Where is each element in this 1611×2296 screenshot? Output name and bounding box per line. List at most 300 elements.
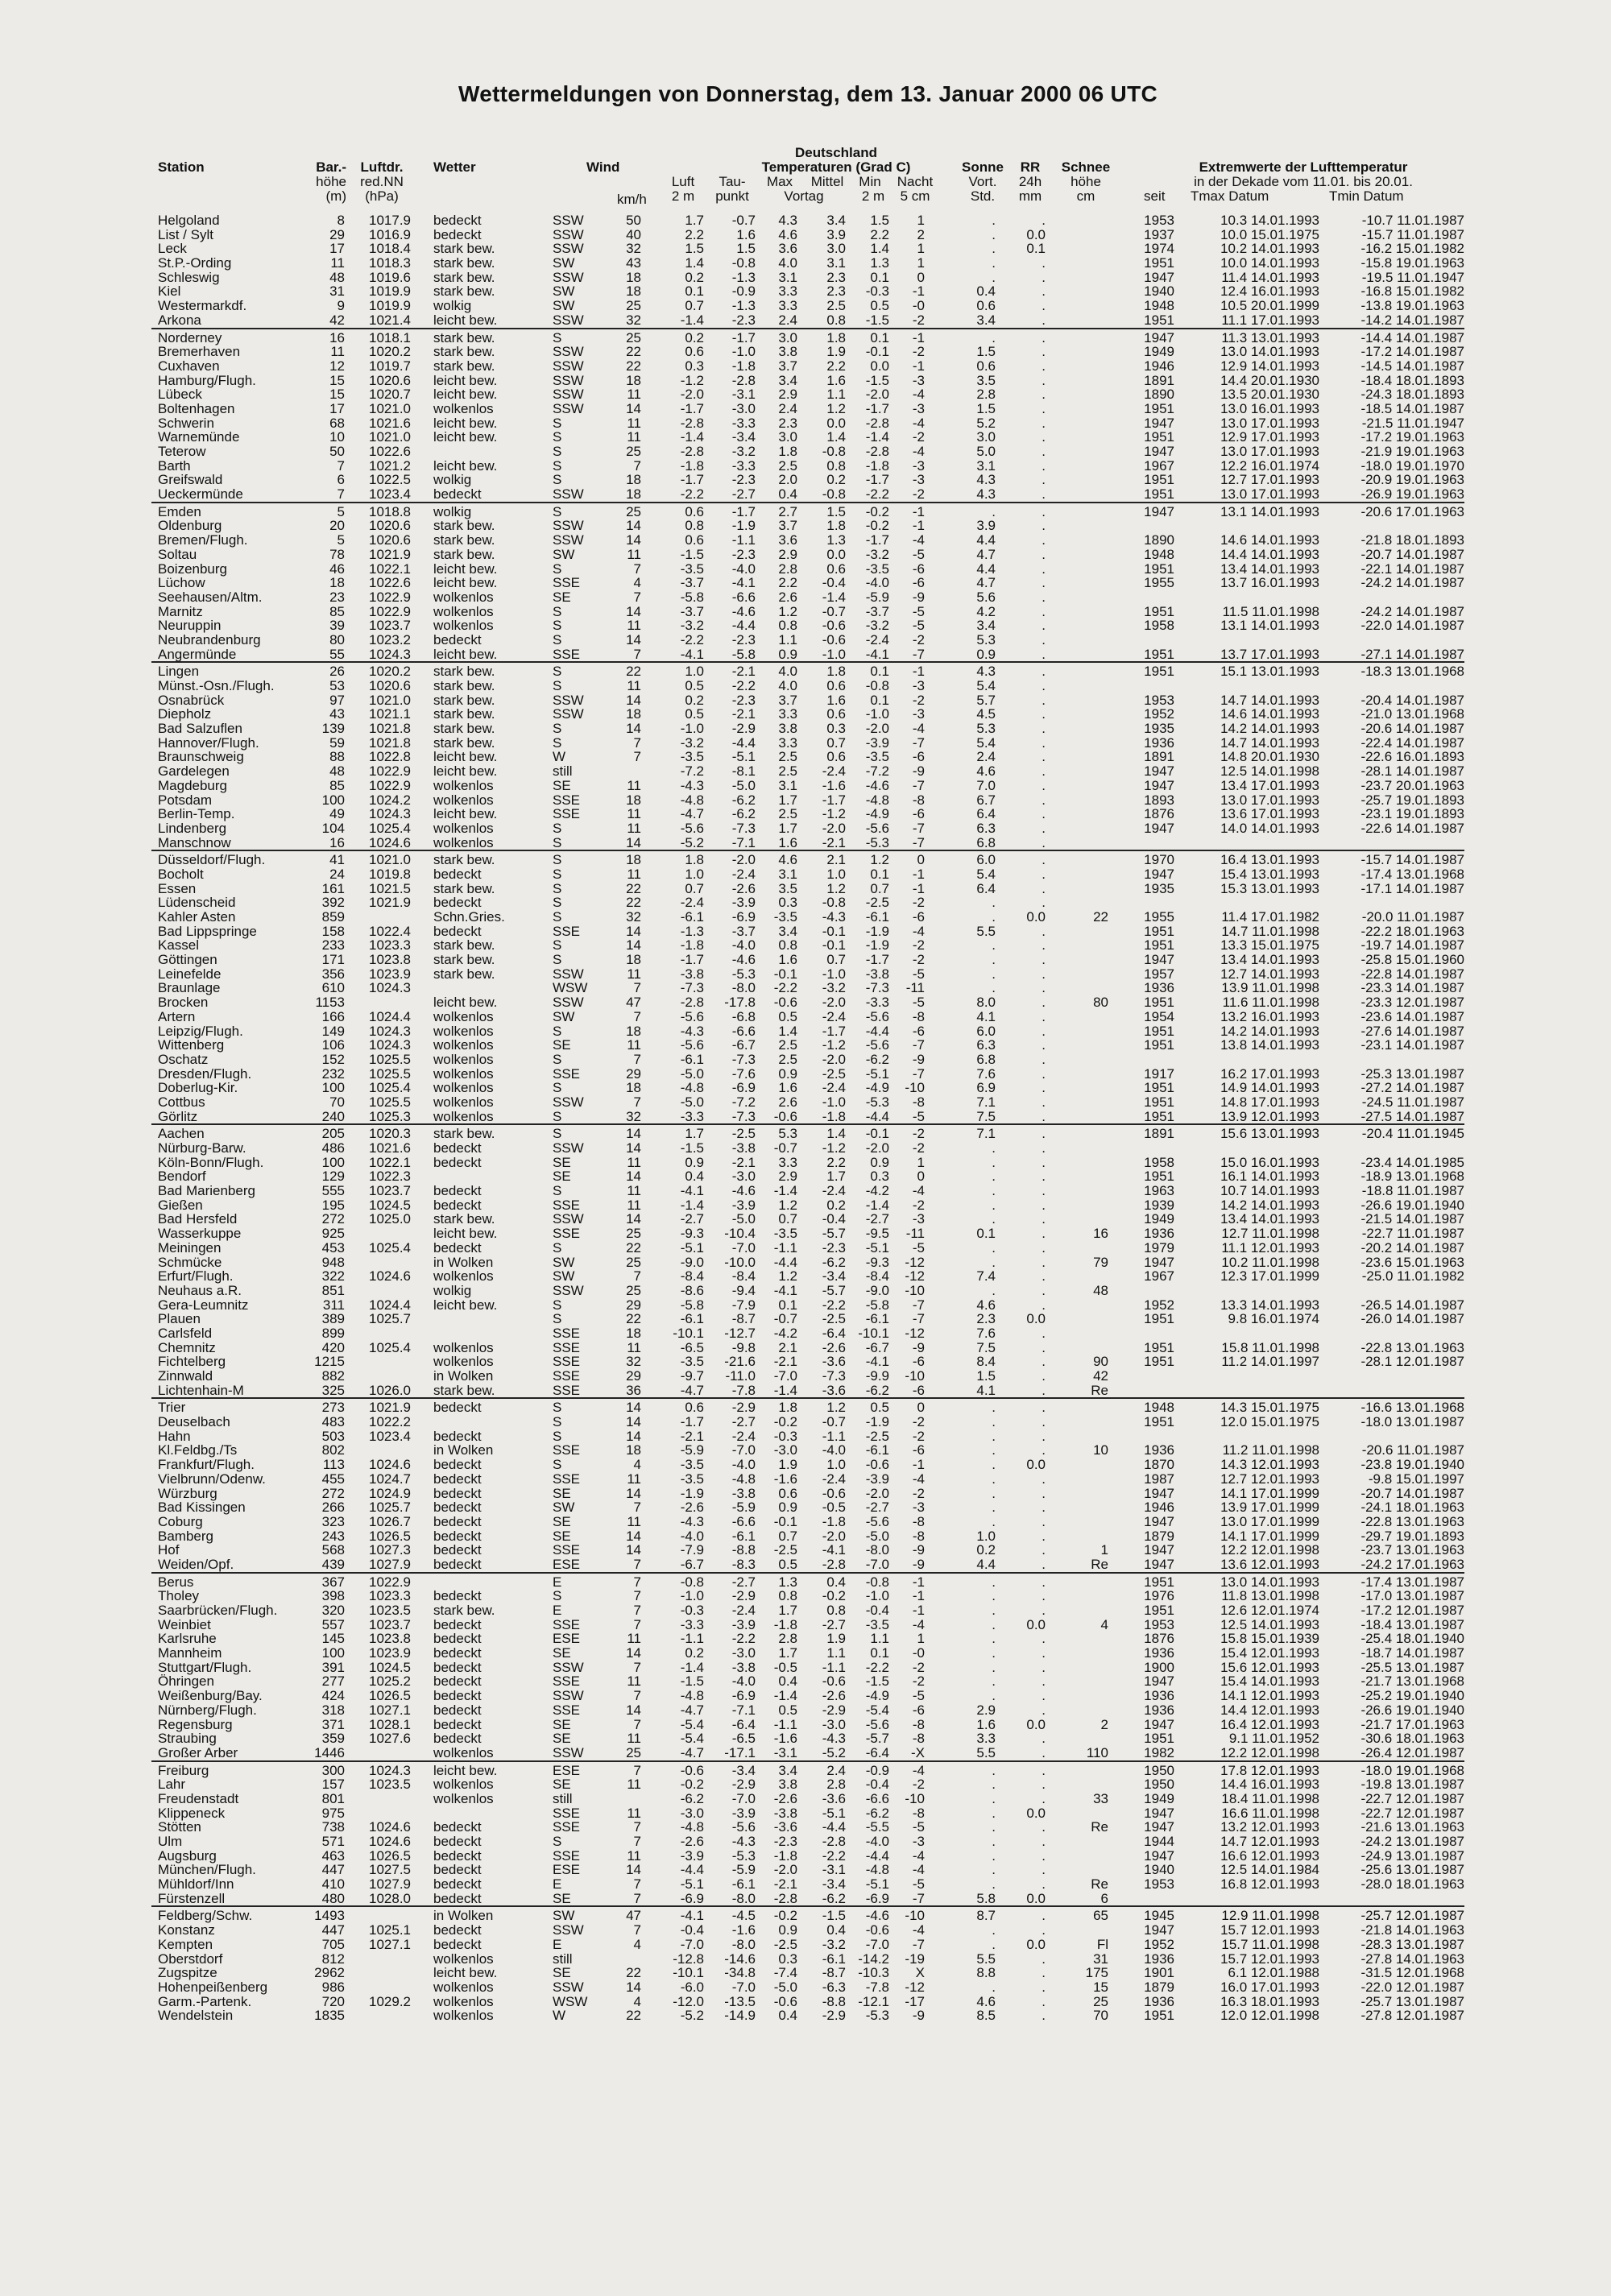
- cell-sunshine: .: [992, 1979, 996, 1995]
- cell-wind-speed: 25: [626, 1282, 641, 1298]
- table-row: [151, 1952, 1464, 1967]
- cell-temp-min: -5.7: [865, 1731, 889, 1747]
- cell-temp-max: 2.2: [778, 575, 797, 591]
- cell-temp-mean: 1.5: [826, 503, 846, 519]
- cell-wind-direction: E: [553, 1603, 562, 1618]
- cell-wind-speed: 14: [626, 1211, 641, 1227]
- table-row: [151, 1110, 1464, 1124]
- cell-ground-min: -4: [912, 1847, 925, 1864]
- cell-wind-direction: S: [553, 1311, 562, 1327]
- cell-temp-min: -4.6: [865, 1908, 889, 1924]
- cell-wind-direction: SW: [553, 1008, 575, 1024]
- cell-tmin-date: -26.0 14.01.1987: [1360, 1311, 1464, 1327]
- cell-dewpoint: -2.3: [731, 692, 756, 708]
- cell-temp-min: -4.4: [865, 1108, 889, 1124]
- table-header: [151, 107, 1464, 212]
- cell-ground-min: -7: [912, 1065, 925, 1082]
- cell-dewpoint: -2.3: [731, 546, 756, 562]
- cell-tmax-date: 13.0 17.01.1993: [1220, 415, 1319, 431]
- cell-temp-mean: -2.8: [822, 1834, 846, 1849]
- cell-dewpoint: -3.8: [731, 1140, 756, 1156]
- cell-sunshine: 4.6: [976, 1993, 996, 2009]
- cell-wind-speed: 25: [626, 1226, 641, 1242]
- cell-since-year: 1952: [1144, 1936, 1174, 1952]
- cell-precipitation: .: [1042, 763, 1046, 780]
- cell-tmin-date: -23.6 14.01.1987: [1360, 1008, 1464, 1024]
- cell-since-year: 1951: [1144, 1603, 1174, 1618]
- cell-temp-max: 2.7: [778, 503, 797, 519]
- cell-since-year: 1947: [1144, 820, 1174, 836]
- cell-precipitation: .: [1042, 1993, 1046, 2009]
- cell-dewpoint: -1.9: [731, 518, 756, 534]
- cell-sunshine: 2.3: [976, 1311, 996, 1327]
- cell-weather: wolkenlos: [433, 834, 494, 850]
- cell-weather: stark bew.: [433, 532, 495, 548]
- cell-weather: stark bew.: [433, 966, 495, 982]
- cell-temp-mean: 0.8: [826, 457, 846, 474]
- cell-air-temp: 0.5: [685, 706, 704, 722]
- cell-ground-min: -3: [912, 457, 925, 474]
- cell-baro-height: 463: [321, 1847, 345, 1864]
- cell-temp-mean: 0.6: [826, 749, 846, 765]
- cell-temp-max: -2.5: [773, 1936, 797, 1952]
- table-row: [151, 1849, 1464, 1864]
- cell-temp-mean: -0.4: [822, 575, 846, 591]
- cell-station: Erfurt/Flugh.: [158, 1268, 234, 1285]
- header-schnee-c: cm: [1076, 188, 1095, 204]
- cell-tmax-date: 17.8 12.01.1993: [1220, 1762, 1319, 1778]
- cell-tmax-date: 11.1 17.01.1993: [1221, 312, 1319, 328]
- cell-precipitation: .: [1042, 646, 1046, 662]
- cell-pressure: 1024.3: [369, 806, 411, 822]
- cell-wind-speed: 18: [626, 283, 641, 300]
- cell-wind-speed: 14: [626, 1400, 641, 1416]
- cell-precipitation: 0.0: [1026, 1311, 1046, 1327]
- cell-ground-min: -12: [905, 1979, 925, 1995]
- cell-temp-mean: 1.1: [826, 387, 846, 403]
- cell-since-year: 1958: [1144, 618, 1174, 634]
- cell-tmax-date: 11.5 11.01.1998: [1222, 603, 1319, 619]
- cell-pressure: 1024.3: [369, 1037, 411, 1053]
- cell-tmax-date: 13.4 14.01.1993: [1220, 952, 1319, 968]
- cell-tmin-date: -21.7 13.01.1968: [1360, 1673, 1464, 1690]
- cell-dewpoint: -3.8: [731, 1659, 756, 1675]
- cell-tmin-date: -20.7 14.01.1987: [1360, 546, 1464, 562]
- header-tmax: Tmax Datum: [1191, 188, 1269, 204]
- cell-station: Bad Hersfeld: [158, 1211, 238, 1227]
- cell-dewpoint: 1.6: [736, 226, 756, 242]
- table-row: [151, 1806, 1464, 1821]
- cell-baro-height: 50: [329, 444, 345, 459]
- cell-weather: bedeckt: [433, 1556, 482, 1572]
- cell-tmax-date: 10.0 14.01.1993: [1220, 255, 1319, 271]
- cell-station: Garm.-Partenk.: [158, 1993, 252, 2009]
- cell-ground-min: -4: [912, 1183, 925, 1199]
- cell-snow-depth: 42: [1093, 1368, 1108, 1384]
- cell-weather: wolkenlos: [433, 1065, 494, 1082]
- cell-weather: leicht bew.: [433, 457, 498, 474]
- cell-sunshine: 6.0: [976, 1023, 996, 1039]
- cell-tmin-date: -22.4 14.01.1987: [1360, 734, 1464, 751]
- cell-ground-min: -2: [912, 429, 925, 445]
- cell-sunshine: .: [992, 1169, 996, 1185]
- cell-temp-mean: -2.3: [822, 1239, 846, 1256]
- cell-station: Aachen: [158, 1126, 205, 1142]
- cell-dewpoint: -0.7: [731, 213, 756, 228]
- cell-since-year: 1947: [1144, 866, 1174, 882]
- cell-pressure: 1022.9: [369, 1574, 411, 1590]
- cell-wind-speed: 11: [627, 1777, 641, 1793]
- cell-temp-mean: 1.3: [826, 532, 846, 548]
- cell-dewpoint: -5.3: [731, 1847, 756, 1864]
- cell-temp-mean: -0.7: [822, 1414, 846, 1430]
- cell-ground-min: -3: [912, 678, 925, 693]
- cell-air-temp: -1.3: [680, 923, 704, 939]
- cell-weather: leicht bew.: [433, 561, 498, 577]
- cell-temp-max: -7.4: [773, 1965, 797, 1981]
- cell-tmin-date: -25.3 13.01.1987: [1360, 1065, 1464, 1082]
- table-row: [151, 618, 1464, 633]
- table-row: [151, 1127, 1464, 1141]
- cell-temp-max: -1.4: [773, 1382, 797, 1398]
- cell-baro-height: 70: [329, 1094, 345, 1110]
- cell-snow-depth: Re: [1091, 1382, 1108, 1398]
- cell-baro-height: 113: [322, 1457, 345, 1473]
- cell-temp-mean: -4.1: [822, 1542, 846, 1558]
- table-row: [151, 679, 1464, 693]
- cell-wind-direction: SE: [553, 1890, 571, 1906]
- cell-wind-direction: S: [553, 1400, 562, 1416]
- cell-station: Gießen: [158, 1197, 203, 1213]
- table-row: [151, 1312, 1464, 1326]
- cell-temp-min: -6.1: [865, 909, 889, 925]
- cell-pressure: 1024.6: [369, 1834, 411, 1849]
- cell-tmin-date: -25.7 12.01.1987: [1360, 1908, 1464, 1924]
- cell-dewpoint: -3.2: [731, 444, 756, 459]
- cell-temp-mean: 1.1: [826, 1645, 846, 1661]
- cell-air-temp: 0.6: [685, 532, 704, 548]
- cell-wind-direction: SSW: [553, 1282, 584, 1298]
- cell-pressure: 1028.1: [369, 1716, 411, 1732]
- cell-weather: stark bew.: [433, 880, 495, 896]
- cell-temp-mean: -8.7: [822, 1965, 846, 1981]
- cell-wind-speed: 11: [627, 866, 641, 882]
- cell-air-temp: -2.8: [680, 995, 704, 1011]
- cell-wind-direction: ESE: [553, 1556, 581, 1572]
- cell-dewpoint: -7.8: [731, 1382, 756, 1398]
- cell-station: Brocken: [158, 995, 209, 1011]
- cell-temp-mean: -3.6: [822, 1790, 846, 1806]
- cell-tmax-date: 10.3 14.01.1993: [1220, 213, 1319, 228]
- cell-temp-mean: -5.2: [822, 1744, 846, 1760]
- cell-wind-speed: 7: [633, 1268, 641, 1285]
- cell-snow-depth: Fl: [1096, 1936, 1108, 1952]
- cell-air-temp: -1.8: [680, 937, 704, 954]
- cell-pressure: 1020.6: [369, 518, 411, 534]
- cell-pressure: 1026.5: [369, 1688, 411, 1704]
- cell-tmin-date: -28.0 18.01.1963: [1360, 1876, 1464, 1893]
- cell-precipitation: .: [1042, 472, 1046, 488]
- cell-baro-height: 322: [321, 1268, 345, 1285]
- cell-dewpoint: -6.4: [731, 1716, 756, 1732]
- cell-wind-direction: SSW: [553, 1744, 584, 1760]
- cell-weather: wolkenlos: [433, 1744, 494, 1760]
- cell-temp-min: -0.4: [865, 1777, 889, 1793]
- cell-sunshine: .: [992, 1936, 996, 1952]
- cell-tmax-date: 13.1 14.01.1993: [1220, 618, 1319, 634]
- cell-wind-speed: 14: [626, 1528, 641, 1544]
- cell-weather: bedeckt: [433, 1936, 482, 1952]
- cell-precipitation: .: [1042, 1876, 1046, 1893]
- cell-temp-mean: -2.9: [822, 2008, 846, 2024]
- cell-temp-min: -1.7: [865, 400, 889, 416]
- cell-temp-mean: -2.8: [822, 1556, 846, 1572]
- cell-pressure: 1020.3: [369, 1126, 411, 1142]
- cell-tmax-date: 15.3 13.01.1993: [1220, 880, 1319, 896]
- cell-wind-direction: E: [553, 1876, 562, 1893]
- cell-tmax-date: 11.6 11.01.1998: [1222, 995, 1319, 1011]
- cell-baro-height: 455: [321, 1471, 345, 1487]
- cell-temp-max: 3.5: [778, 880, 797, 896]
- cell-temp-max: 3.3: [778, 706, 797, 722]
- cell-station: Helgoland: [158, 213, 220, 228]
- cell-air-temp: 0.9: [685, 1154, 704, 1170]
- cell-ground-min: -10: [905, 1908, 925, 1924]
- cell-temp-max: -2.0: [773, 1862, 797, 1878]
- cell-weather: bedeckt: [433, 1862, 482, 1878]
- cell-tmax-date: 13.9 12.01.1993: [1220, 1108, 1319, 1124]
- cell-ground-min: -1: [912, 880, 925, 896]
- cell-pressure: 1026.0: [369, 1382, 411, 1398]
- cell-tmax-date: 15.1 13.01.1993: [1220, 664, 1319, 680]
- cell-tmax-date: 12.7 11.01.1998: [1221, 1226, 1319, 1242]
- header-luft1: Luftdr.: [360, 159, 404, 175]
- cell-tmax-date: 18.4 11.01.1998: [1221, 1790, 1319, 1806]
- cell-tmin-date: -23.3 12.01.1987: [1360, 995, 1464, 1011]
- cell-wind-direction: SSE: [553, 1616, 581, 1632]
- cell-temp-mean: -2.2: [822, 1297, 846, 1313]
- cell-air-temp: -2.2: [680, 486, 704, 503]
- cell-wind-direction: S: [553, 734, 562, 751]
- cell-since-year: 1951: [1144, 1574, 1174, 1590]
- cell-temp-min: 0.1: [870, 1645, 889, 1661]
- cell-precipitation: .: [1042, 1065, 1046, 1082]
- cell-temp-max: 0.5: [778, 1702, 797, 1718]
- cell-station: Arkona: [158, 312, 201, 328]
- cell-ground-min: -8: [912, 1513, 925, 1529]
- cell-station: Wendelstein: [158, 2008, 234, 2024]
- cell-temp-min: -6.2: [865, 1805, 889, 1821]
- cell-tmax-date: 14.0 14.01.1993: [1220, 820, 1319, 836]
- cell-temp-max: 1.2: [778, 1197, 797, 1213]
- cell-tmin-date: -19.5 11.01.1947: [1361, 269, 1464, 285]
- cell-dewpoint: -6.9: [731, 1080, 756, 1096]
- cell-tmin-date: -27.2 14.01.1987: [1360, 1080, 1464, 1096]
- cell-baro-height: 16: [329, 329, 345, 345]
- cell-ground-min: -11: [905, 1226, 925, 1242]
- cell-temp-mean: -0.2: [822, 1588, 846, 1604]
- cell-tmin-date: -21.0 13.01.1968: [1360, 706, 1464, 722]
- cell-tmin-date: -22.0 14.01.1987: [1360, 618, 1464, 634]
- cell-dewpoint: -2.1: [731, 706, 756, 722]
- table-row: [151, 1269, 1464, 1284]
- cell-wind-direction: S: [553, 852, 562, 868]
- cell-air-temp: -9.0: [680, 1254, 704, 1270]
- cell-temp-min: 0.1: [870, 692, 889, 708]
- cell-baro-height: 158: [321, 923, 345, 939]
- cell-weather: wolkenlos: [433, 1051, 494, 1067]
- cell-temp-mean: -8.8: [822, 1993, 846, 2009]
- cell-baro-height: 59: [329, 734, 345, 751]
- cell-ground-min: -7: [912, 1890, 925, 1906]
- cell-wind-direction: SW: [553, 298, 575, 314]
- cell-baro-height: 15: [329, 387, 345, 403]
- cell-temp-max: 3.7: [778, 518, 797, 534]
- cell-ground-min: -7: [912, 834, 925, 850]
- cell-wind-speed: 25: [626, 503, 641, 519]
- header-luft3: (hPa): [365, 188, 399, 204]
- cell-ground-min: -4: [912, 1762, 925, 1778]
- cell-station: St.P.-Ording: [158, 255, 232, 271]
- cell-temp-max: 0.6: [778, 1485, 797, 1501]
- cell-precipitation: .: [1042, 298, 1046, 314]
- cell-temp-max: -0.7: [773, 1311, 797, 1327]
- cell-tmin-date: -24.1 18.01.1963: [1360, 1500, 1464, 1516]
- cell-air-temp: -5.6: [680, 1037, 704, 1053]
- cell-pressure: 1018.1: [369, 329, 411, 345]
- cell-temp-mean: 0.0: [826, 415, 846, 431]
- cell-baro-height: 100: [321, 1080, 345, 1096]
- cell-temp-min: -1.4: [865, 1197, 889, 1213]
- cell-temp-max: 2.4: [778, 312, 797, 328]
- cell-since-year: 1947: [1144, 952, 1174, 968]
- cell-wind-speed: 14: [626, 1485, 641, 1501]
- cell-dewpoint: -4.8: [731, 1471, 756, 1487]
- cell-baro-height: 232: [321, 1065, 345, 1082]
- cell-ground-min: -9: [912, 589, 925, 605]
- cell-wind-direction: SSE: [553, 1368, 581, 1384]
- cell-pressure: 1021.6: [369, 415, 411, 431]
- cell-temp-mean: 3.0: [826, 241, 846, 257]
- cell-since-year: 1951: [1144, 1037, 1174, 1053]
- cell-precipitation: .: [1042, 1428, 1046, 1444]
- cell-temp-min: -3.8: [865, 966, 889, 982]
- cell-since-year: 1936: [1144, 734, 1174, 751]
- cell-temp-mean: 0.3: [826, 721, 846, 737]
- cell-weather: stark bew.: [433, 1211, 495, 1227]
- cell-precipitation: .: [1042, 1528, 1046, 1544]
- table-row: [151, 430, 1464, 445]
- cell-air-temp: -3.3: [680, 1616, 704, 1632]
- cell-air-temp: -5.8: [680, 1297, 704, 1313]
- cell-precipitation: .: [1042, 213, 1046, 228]
- cell-air-temp: -10.1: [673, 1325, 704, 1341]
- cell-precipitation: .: [1042, 1965, 1046, 1981]
- cell-ground-min: -2: [912, 937, 925, 954]
- cell-air-temp: -0.2: [680, 1777, 704, 1793]
- cell-wind-direction: S: [553, 880, 562, 896]
- cell-ground-min: -4: [912, 415, 925, 431]
- cell-wind-direction: SSW: [553, 241, 584, 257]
- cell-sunshine: .: [992, 213, 996, 228]
- cell-dewpoint: -6.9: [731, 909, 756, 925]
- table-row: [151, 562, 1464, 577]
- cell-temp-min: 1.2: [870, 852, 889, 868]
- cell-pressure: 1025.4: [369, 1239, 411, 1256]
- cell-temp-max: 0.5: [778, 1008, 797, 1024]
- cell-baro-height: 851: [321, 1282, 345, 1298]
- cell-tmin-date: -23.1 19.01.1893: [1360, 806, 1464, 822]
- cell-dewpoint: -7.0: [731, 1790, 756, 1806]
- cell-wind-speed: 11: [627, 1197, 641, 1213]
- cell-tmax-date: 15.7 12.01.1993: [1220, 1922, 1319, 1938]
- cell-sunshine: 6.0: [976, 852, 996, 868]
- cell-precipitation: .: [1042, 2008, 1046, 2024]
- cell-dewpoint: -3.9: [731, 1197, 756, 1213]
- cell-temp-max: 0.4: [778, 2008, 797, 2024]
- cell-temp-mean: -1.2: [822, 1037, 846, 1053]
- cell-air-temp: -4.3: [680, 777, 704, 793]
- cell-temp-min: -4.1: [865, 1354, 889, 1370]
- cell-wind-speed: 50: [626, 213, 641, 228]
- cell-since-year: 1951: [1144, 312, 1174, 328]
- cell-wind-direction: SSW: [553, 358, 584, 374]
- cell-wind-direction: SW: [553, 1908, 575, 1924]
- cell-air-temp: -4.0: [680, 1528, 704, 1544]
- cell-wind-speed: 14: [626, 518, 641, 534]
- header-vortag: Vortag: [784, 188, 824, 204]
- cell-temp-max: 4.6: [778, 226, 797, 242]
- cell-dewpoint: -6.6: [731, 589, 756, 605]
- cell-precipitation: .: [1042, 1354, 1046, 1370]
- cell-wind-direction: S: [553, 1428, 562, 1444]
- cell-precipitation: .: [1042, 1659, 1046, 1675]
- cell-dewpoint: -4.1: [731, 575, 756, 591]
- cell-temp-max: 0.9: [778, 646, 797, 662]
- cell-tmin-date: -22.7 12.01.1987: [1360, 1790, 1464, 1806]
- cell-station: Cuxhaven: [158, 358, 220, 374]
- cell-precipitation: .: [1042, 372, 1046, 388]
- cell-wind-speed: 14: [626, 834, 641, 850]
- cell-temp-mean: -3.2: [822, 980, 846, 996]
- cell-tmin-date: -24.3 18.01.1893: [1360, 387, 1464, 403]
- cell-precipitation: .: [1042, 546, 1046, 562]
- cell-ground-min: 1: [917, 1154, 925, 1170]
- cell-temp-max: 2.1: [778, 1339, 797, 1355]
- cell-wind-speed: 7: [633, 1051, 641, 1067]
- cell-tmax-date: 11.8 13.01.1998: [1221, 1588, 1319, 1604]
- cell-temp-max: 3.1: [778, 269, 797, 285]
- cell-temp-max: 1.4: [778, 1023, 797, 1039]
- table-row: [151, 925, 1464, 939]
- cell-air-temp: 1.7: [685, 1126, 704, 1142]
- cell-dewpoint: -8.8: [731, 1542, 756, 1558]
- cell-precipitation: .: [1042, 664, 1046, 680]
- cell-wind-direction: SE: [553, 1169, 571, 1185]
- cell-air-temp: -6.1: [680, 909, 704, 925]
- table-row: [151, 1689, 1464, 1703]
- cell-temp-max: -4.1: [773, 1282, 797, 1298]
- cell-temp-mean: -2.1: [822, 834, 846, 850]
- cell-weather: leicht bew.: [433, 1226, 498, 1242]
- cell-air-temp: -1.5: [680, 546, 704, 562]
- cell-tmin-date: -26.5 14.01.1987: [1360, 1297, 1464, 1313]
- cell-tmax-date: 16.0 17.01.1993: [1220, 1979, 1319, 1995]
- cell-wind-speed: 22: [626, 1239, 641, 1256]
- cell-dewpoint: -2.9: [731, 1400, 756, 1416]
- cell-precipitation: .: [1042, 1574, 1046, 1590]
- cell-station: Lüchow: [158, 575, 205, 591]
